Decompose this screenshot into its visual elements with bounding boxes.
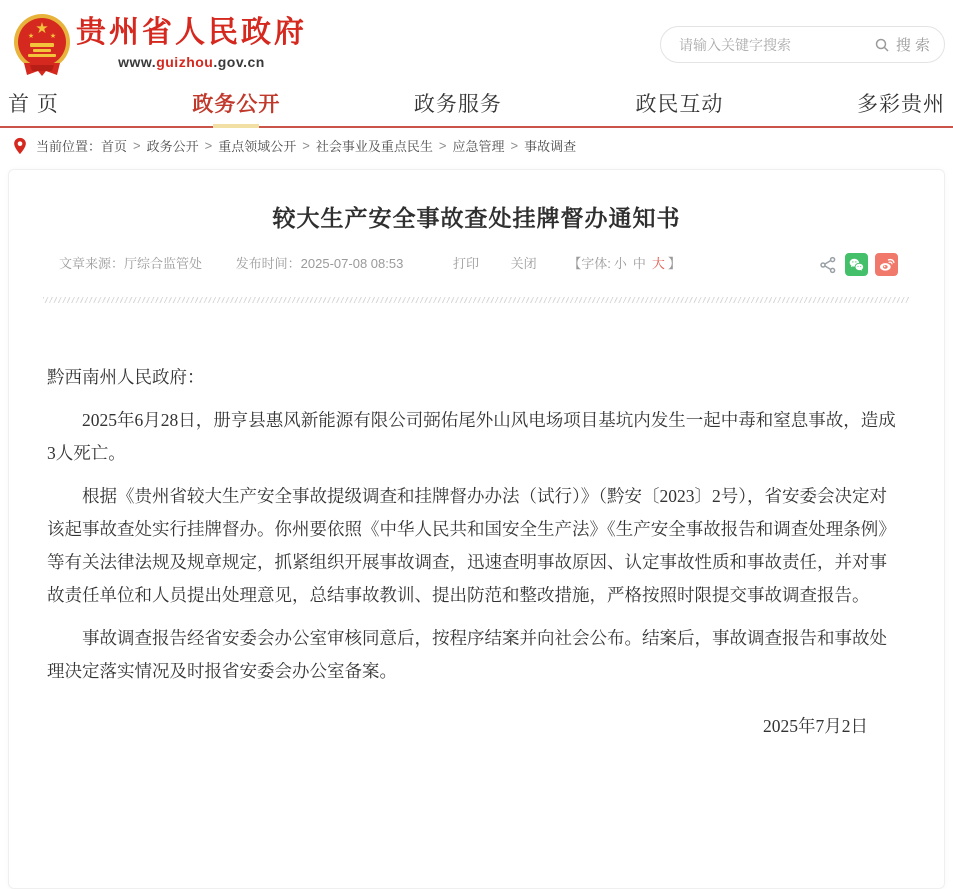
salutation: 黔西南州人民政府： [47,367,205,387]
page-title: 较大生产安全事故查处挂牌督办通知书 [272,205,681,231]
site-title: 贵州省人民政府 [76,16,307,49]
nav-item-civic-interaction[interactable]: 政民互动 [635,93,724,116]
font-size-control: 【字体: 小 中 大 】 [568,256,681,271]
svg-text:★: ★ [49,33,57,40]
article-meta [9,253,944,287]
national-emblem-icon [12,11,72,79]
article-card [8,169,945,889]
breadcrumb-item-home[interactable]: 首页 [101,139,128,154]
paragraph: 事故调查报告经省安委会办公室审核同意后，按程序结案并向社会公布。结案后，事故调查报告和事故处理决定落实情况及时报省安委会办公室备案。 [47,628,887,681]
paragraph: 根据《贵州省较大生产安全事故提级调查和挂牌督办办法（试行）》（黔安〔2023〕2号），省安委会决定对该起事故查处实行挂牌督办。你州要依照《中华人民共和国安全生产法》《生产安全事故报告和调查处理条例》等有关法律法规及规章规定，抓紧组织开展事故调查，迅速查明事故原因、认定事故性质和事故责任，并对事故责任单位和人员提出处理意见，总结事故教训、提出防范和整改措施，严格按照时限提交事故调查报告。 [47,486,896,605]
breadcrumb-item-key-areas[interactable]: 重点领域公开 [218,139,297,154]
nav-item-home[interactable]: 首 页 [8,93,59,116]
breadcrumb-separator: > [204,138,213,153]
share-icon[interactable] [818,254,838,276]
svg-text:★: ★ [35,20,49,37]
paragraph: 2025年6月28日，册亨县惠风新能源有限公司弼佑尾外山风电场项目基坑内发生一起中毒和窒息事故，造成3人死亡。 [47,410,896,463]
article-body [9,303,944,743]
search-box [660,26,945,63]
close-button[interactable]: 关闭 [510,256,537,271]
breadcrumb-separator: > [510,138,519,153]
breadcrumb-item-gov-disclosure[interactable]: 政务公开 [146,139,199,154]
wechat-share-icon[interactable] [845,253,868,276]
search-icon [874,37,890,53]
nav-item-gov-disclosure[interactable]: 政务公开 [192,88,280,126]
site-header [0,0,953,91]
search-button[interactable] [874,34,930,55]
nav-item-colorful-guizhou[interactable]: 多彩贵州 [856,93,945,116]
breadcrumb-separator: > [133,138,141,153]
breadcrumb-item-emergency-mgmt[interactable]: 应急管理 [452,139,505,154]
site-url: www.guizhou.gov.cn [118,54,265,70]
active-tab-indicator [213,124,259,128]
share-group [818,253,898,276]
search-button-label: 搜 索 [895,37,930,54]
article-source: 文章来源：厅综合监管处 [59,256,203,271]
breadcrumb-item-accident-investigation[interactable]: 事故调查 [524,139,577,154]
font-large-button[interactable]: 大 [651,256,665,271]
font-small-button[interactable]: 小 [613,256,627,271]
main-nav [0,91,953,128]
svg-text:★: ★ [27,33,35,40]
breadcrumb-label: 当前位置： [36,139,102,154]
breadcrumb-separator: > [438,138,447,153]
nav-item-gov-services[interactable]: 政务服务 [413,93,502,116]
breadcrumb [0,128,953,163]
document-date: 2025年7月2日 [763,716,868,736]
breadcrumb-separator: > [302,138,310,153]
font-medium-button[interactable]: 中 [632,256,646,271]
print-button[interactable]: 打印 [452,256,479,271]
breadcrumb-item-social-livelihood[interactable]: 社会事业及重点民生 [315,139,433,154]
weibo-share-icon[interactable] [875,253,898,276]
search-input[interactable] [679,37,874,53]
publish-time: 发布时间：2025-07-08 08:53 [235,256,404,271]
site-brand[interactable] [76,16,307,70]
location-pin-icon [13,137,27,155]
